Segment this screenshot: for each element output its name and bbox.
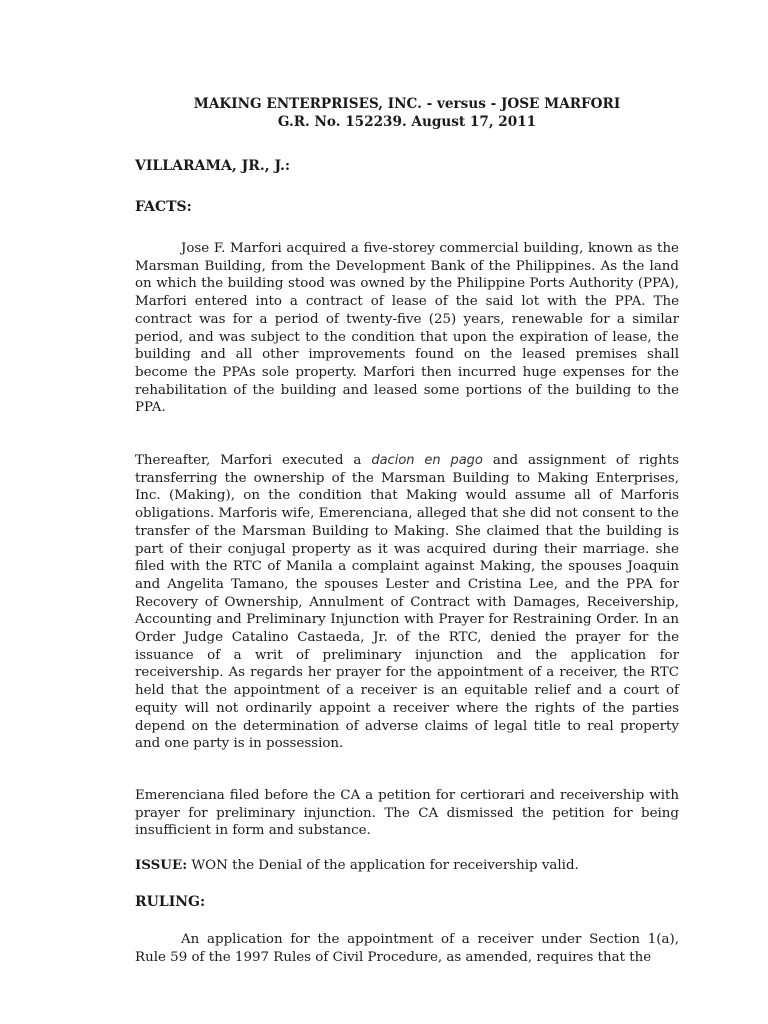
facts-paragraph-2-start: Thereafter, Marfori executed a xyxy=(135,453,372,469)
facts-paragraph-1: Jose F. Marfori acquired a five-storey commercial building, known as the Marsman Building, from the Development Bank of the Philippines. As the land on which the building stood was owned by the Philippine Ports Authority (PPA), Marfori entered into a contract of lease of the said lot with the PPA. The contract was for a period of twenty-five (25) years, renewable for a similar period, and was subject to the condition that upon the expiration of lease, the building and all other improvements found on the leased premises shall become the PPAs sole property. Marfori then incurred huge expenses for the rehabilitation of the building and leased some portions of the building to the PPA. xyxy=(135,241,679,416)
case-title-citation: G.R. No. 152239. August 17, 2011 xyxy=(277,114,537,130)
dacion-en-pago-term: dacion en pago xyxy=(371,453,483,469)
case-title-parties: MAKING ENTERPRISES, INC. - versus - JOSE MARFORI xyxy=(193,96,621,112)
issue-statement xyxy=(135,857,679,875)
facts-heading: FACTS: xyxy=(135,199,192,215)
issue-label: ISSUE: xyxy=(135,857,188,874)
ruling-heading: RULING: xyxy=(135,893,206,910)
case-title xyxy=(135,95,679,131)
facts-paragraph-2-rest: and assignment of rights transferring the ownership of the Marsman Building to Making Enterprises, Inc. (Making), on the condition that Making would assume all of Marforis obligations. Marforis wife, Emerenciana, alleged that she did not consent to the transfer of the Marsman Building to Making. She claimed that the building is part of their conjugal property as it was acquired during their marriage. she filed with the RTC of Manila a complaint against Making, the spouses Joaquin and Angelita Tamano, the spouses Lester and Cristina Lee, and the PPA for Recovery of Ownership, Annulment of Contract with Damages, Receivership, Accounting and Preliminary Injunction with Prayer for Restraining Order. In an Order Judge Catalino Castaeda, Jr. of the RTC, denied the prayer for the issuance of a writ of preliminary injunction and the application for receivership. As regards her prayer for the appointment of a receiver, the RTC held that the appointment of a receiver is an equitable relief and a court of equity will not ordinarily appoint a receiver where the rights of the parties depend on the determination of adverse claims of legal title to real property and one party is in possession. xyxy=(135,453,679,752)
ruling-paragraph-1: An application for the appointment of a receiver under Section 1(a), Rule 59 of the 1997 Rules of Civil Procedure, as amended, requires that the xyxy=(135,931,679,965)
issue-text: WON the Denial of the application for receivership valid. xyxy=(187,858,579,874)
ponente: VILLARAMA, JR., J.: xyxy=(135,158,291,174)
facts-paragraph-3: Emerenciana filed before the CA a petition for certiorari and receivership with prayer for preliminary injunction. The CA dismissed the petition for being insufficient in form and substance. xyxy=(135,787,679,839)
document-page xyxy=(135,95,679,966)
facts-paragraph-2 xyxy=(135,452,679,753)
